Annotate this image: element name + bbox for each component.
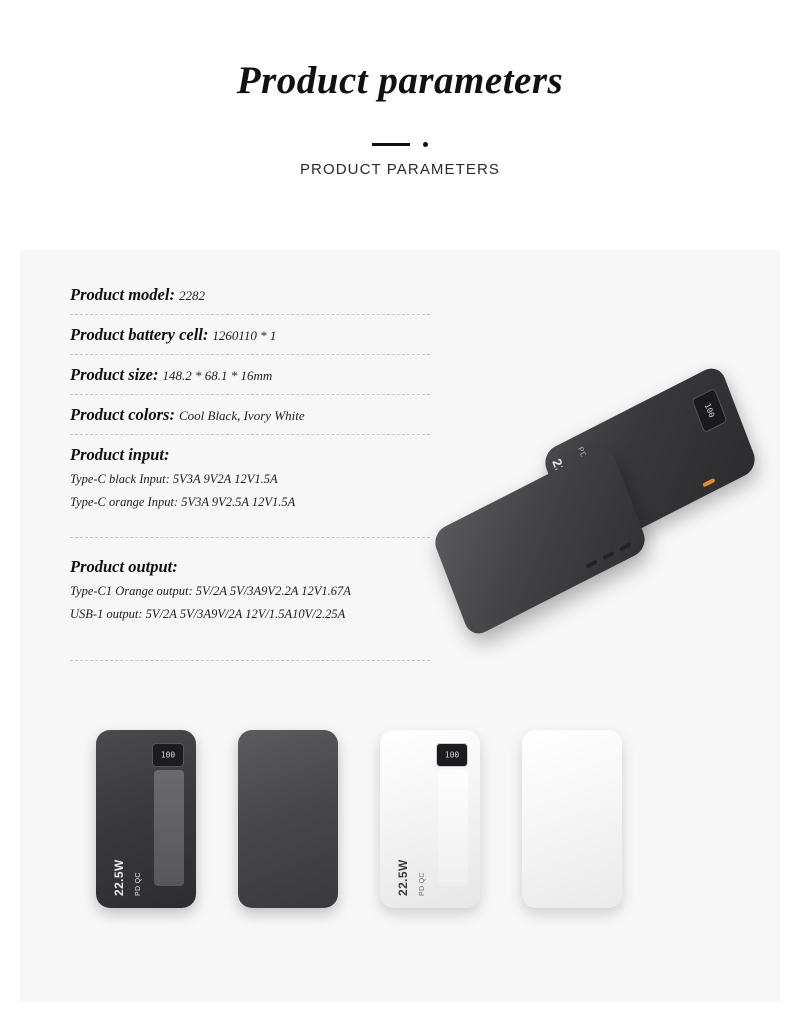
color-variant-row	[70, 730, 730, 930]
front-strip	[154, 770, 184, 886]
spec-value: Cool Black, Ivory White	[178, 408, 305, 423]
spec-detail-line: USB-1 output: 5V/2A 5V/3A9V/2A 12V/1.5A10V/2.25A	[70, 607, 346, 622]
spec-panel	[20, 250, 780, 1002]
title-divider	[372, 139, 428, 149]
type-c-port	[619, 542, 631, 551]
variant-ivory-white-back	[522, 730, 622, 908]
page-subtitle: PRODUCT PARAMETERS	[299, 161, 501, 178]
divider-dot	[423, 142, 428, 147]
spec-detail-line: Type-C black Input: 5V3A 9V2A 12V1.5A	[70, 472, 278, 486]
display-reading: 100	[702, 401, 717, 420]
hero-product-image	[440, 401, 770, 675]
spec-row	[70, 355, 430, 395]
spec-label: Product input:	[70, 445, 170, 464]
page-header	[0, 0, 800, 178]
usb-port	[602, 551, 614, 560]
spec-label: Product size:	[70, 365, 159, 384]
spec-row	[70, 435, 430, 547]
front-strip	[438, 770, 468, 886]
spec-detail-line: Type-C1 Orange output: 5V/2A 5V/3A9V2.2A 12V1.67A	[70, 584, 351, 599]
spec-value: 148.2 * 68.1 * 16mm	[162, 368, 273, 383]
display-screen	[436, 743, 468, 767]
protocol-label: PD QC	[419, 872, 426, 896]
spec-value: 1260110 * 1	[212, 328, 277, 343]
power-bank-back-face	[431, 443, 650, 639]
spec-label: Product output:	[70, 557, 178, 577]
display-reading: 100	[444, 750, 460, 760]
display-reading: 100	[160, 750, 176, 760]
spec-row	[70, 275, 430, 315]
spec-detail-line: Type-C orange Input: 5V3A 9V2.5A 12V1.5A	[70, 495, 296, 510]
spec-row	[70, 315, 430, 355]
spec-label: Product model:	[70, 285, 175, 304]
spec-rule	[70, 537, 430, 538]
wattage-label: 22.5W	[396, 859, 410, 896]
protocol-label: PD QC	[135, 872, 142, 896]
display-screen	[152, 743, 184, 767]
spec-label: Product colors:	[70, 405, 175, 424]
spec-label: Product battery cell:	[70, 325, 209, 344]
divider-bar	[372, 143, 410, 146]
wattage-label: 22.5W	[112, 859, 126, 896]
spec-row	[70, 395, 430, 435]
variant-cool-black-back	[238, 730, 338, 908]
display-screen	[691, 388, 727, 434]
variant-cool-black-front	[96, 730, 196, 908]
spec-list	[70, 275, 430, 670]
port-row	[585, 542, 631, 568]
page-title: Product parameters	[236, 59, 564, 102]
spec-row	[70, 547, 430, 669]
usb-port	[585, 560, 597, 569]
variant-ivory-white-front	[380, 730, 480, 908]
spec-value: 2282	[178, 288, 205, 303]
spec-rule	[70, 660, 430, 661]
type-c-orange-port	[702, 478, 715, 488]
